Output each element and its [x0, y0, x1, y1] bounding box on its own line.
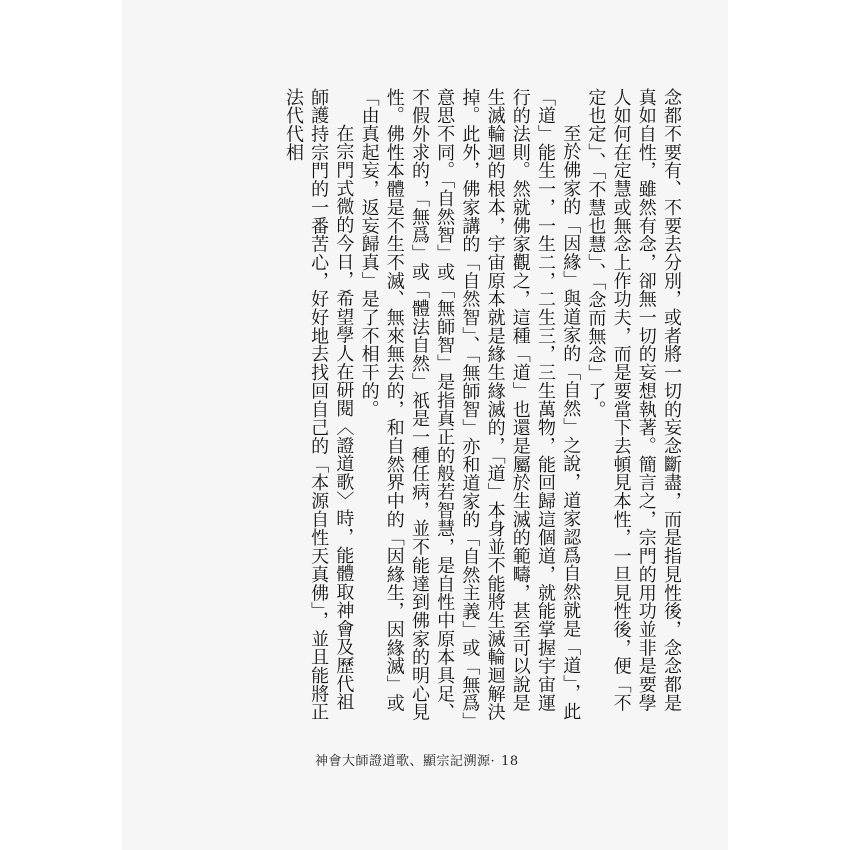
- running-title: 神會大師證道歌、顯宗記溯源·: [315, 754, 496, 769]
- body-text: [281, 88, 684, 728]
- page-number: 18: [501, 754, 519, 769]
- paragraph-3: 在宗門式微的今日，希望學人在研閱〈證道歌〉時，能體取神會及歷代祖師護持宗門的一番苦心，好好地去找回自己的「本源自性天真佛」，並且能將正法代代相: [282, 88, 355, 722]
- paragraph-1: 念都不要有、不要去分別，或者將一切的妄念斷盡，而是指見性後，念念都是真如自性，雖然有念，卻無一切的妄想執著。簡言之，宗門的用功並非是要學人如何在定慧或無念上作功夫，而是要當下去頓見本性，一旦見性後，便「不定也定」、「不慧也慧」、「念而無念」了。: [585, 88, 682, 712]
- page-footer: [315, 750, 519, 769]
- paragraph-2: 至於佛家的「因緣」與道家的「自然」之說，道家認爲自然就是「道」，此「道」能生一，一生二，二生三，三生萬物，能回歸這個道，就能掌握宇宙運行的法則。然就佛家觀之，這種「道」也還是屬於生滅的範疇，甚至可以說是生滅輪迴的根本，宇宙原本就是緣生緣滅的，「道」本身並不能將生滅輪迴解決掉。此外，佛家講的「自然智」、「無師智」亦和道家的「自然主義」或「無爲」意思不同。「自然智」或「無師智」是指真正的般若智慧，是自性中原本具足、不假外求的，「無爲」或「體法自然」祇是一種任病，並不能達到佛家的明心見性。佛性本體是不生不滅、無來無去的，和自然界中的「因緣生，因緣滅」或「由真起妄，返妄歸真」是了不相干的。: [358, 88, 582, 722]
